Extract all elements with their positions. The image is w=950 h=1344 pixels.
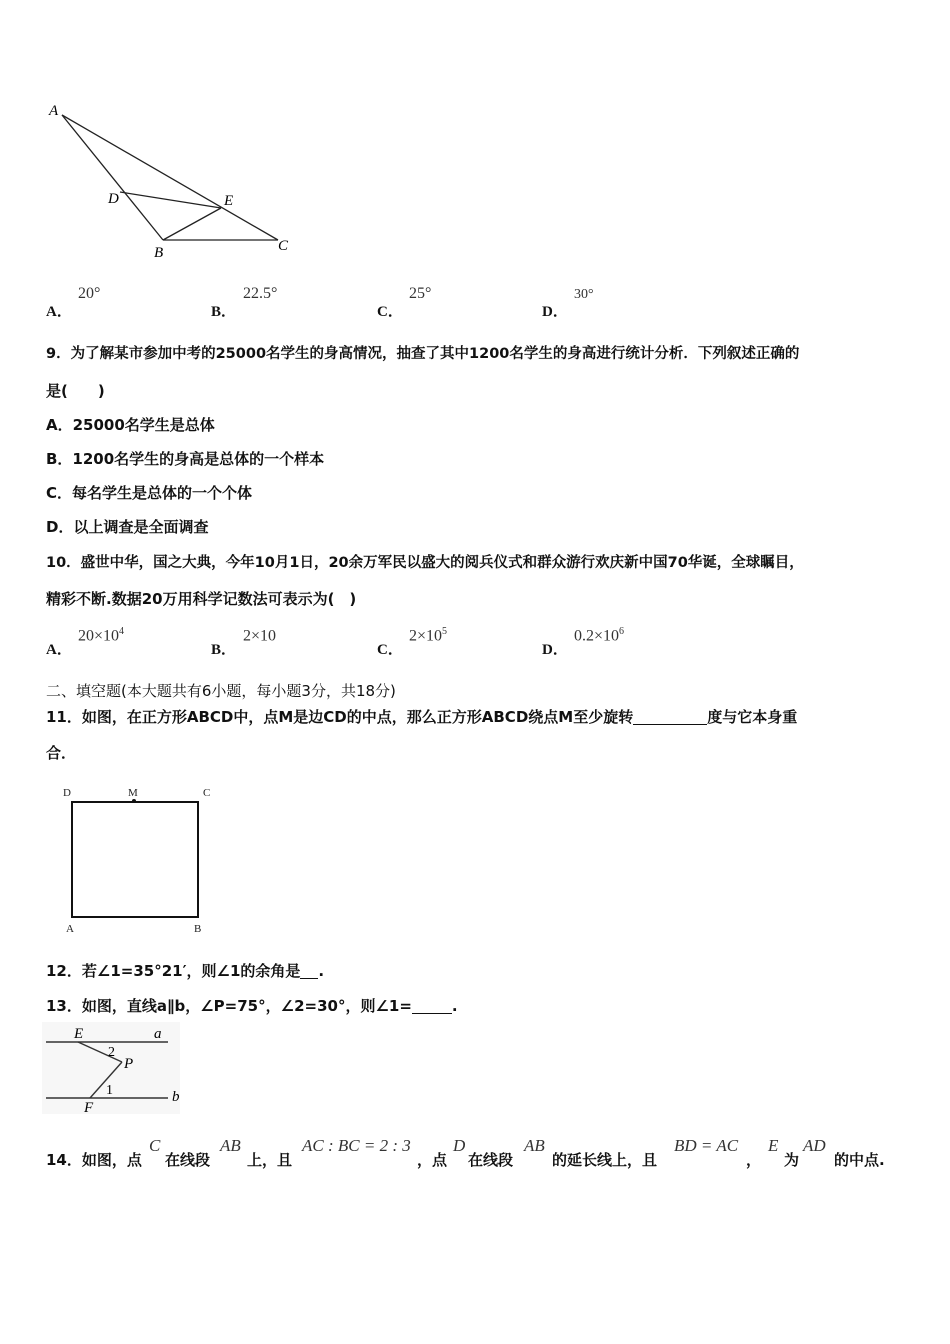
q9-stem-line1: 9．为了解某市参加中考的25000名学生的身高情况，抽查了其中1200名学生的身高进行统计分析．下列叙述正确的 [46,346,800,362]
label-a: A [49,103,59,119]
q9-stem-line2: 是( ) [46,382,105,400]
label-c: C [278,238,289,254]
label-e: E [224,193,234,209]
label-b: B [154,245,164,261]
q14-text-7: ， [746,1151,762,1169]
option-letter: A． [46,304,72,320]
q14-math-c: C [149,1136,161,1155]
q14-math-bd-ac: BD = AC [674,1136,739,1155]
section-title: 二、填空题(本大题共有6小题，每小题3分，共18分) [46,682,396,700]
q11-answer-blank[interactable] [633,709,707,725]
label-d: D [108,191,119,207]
label-a: A [66,923,74,935]
q12-stem-before: 12．若∠1=35°21′，则∠1的余角是 [46,962,301,980]
segment-ac [62,115,278,240]
label-e: E [74,1026,84,1042]
q14-text-5: 在线段 [468,1151,514,1169]
option-value: 22.5° [243,285,278,302]
q12-stem [46,963,324,979]
option-value: 30° [574,287,594,302]
label-f: F [84,1100,94,1116]
segment-ab [62,115,163,240]
label-p: P [124,1056,134,1072]
q14-text-8: 为 [784,1151,800,1169]
option-value: $0.2\times 10^6$ [574,626,625,645]
q14-math-ab-2: AB [524,1136,545,1155]
option-value: 25° [409,285,432,302]
triangle-figure [40,95,310,265]
label-b: B [194,923,202,935]
q12-answer-blank[interactable] [300,963,318,979]
q13-stem-after: . [451,997,458,1015]
q9-option-b[interactable]: B．1200名学生的身高是总体的一个样本 [46,450,325,468]
q14-math-ad: AD [803,1136,826,1155]
parallel-lines-figure [42,1022,187,1117]
q13-stem-before: 13．如图，直线a∥b，∠P=75°，∠2=30°，则∠1= [46,997,412,1015]
q9-option-d[interactable]: D．以上调查是全面调查 [46,518,209,536]
option-letter: A． [46,642,72,658]
midpoint-m-dot [132,799,136,803]
q11-stem-after: 度与它本身重 [707,708,798,726]
q9-option-c[interactable]: C．每名学生是总体的一个个体 [46,484,253,502]
q12-stem-after: . [318,962,325,980]
q14-text-1: 14．如图，点 [46,1151,142,1169]
option-value: 20° [78,285,101,302]
option-letter: D． [542,304,568,320]
q11-stem-before: 11．如图，在正方形ABCD中，点M是边CD的中点，那么正方形ABCD绕点M至少旋转 [46,708,634,726]
label-m: M [128,787,138,799]
option-value: $2\times 10^5$ [409,626,448,645]
square-abcd [71,801,199,918]
option-letter: C． [377,304,403,320]
q13-stem [46,998,458,1014]
label-b: b [172,1089,180,1105]
q13-answer-blank[interactable] [412,998,452,1014]
label-c: C [203,787,211,799]
option-letter: C． [377,642,403,658]
q14-text-9: 的中点. [834,1151,885,1169]
q11-stem-line2: 合． [46,744,77,762]
q10-stem-line2: 精彩不断.数据20万用科学记数法可表示为( ) [46,590,357,608]
q9-option-a[interactable]: A．25000名学生是总体 [46,416,215,434]
q10-stem-line1: 10．盛世中华，国之大典，今年10月1日，20余万军民以盛大的阅兵仪式和群众游行欢庆新中国70华诞，全球瞩目， [46,555,804,571]
q14-stem [46,1136,936,1176]
option-letter: D． [542,642,568,658]
label-a: a [154,1026,162,1042]
label-angle-2: 2 [108,1045,115,1060]
q14-math-d: D [453,1136,466,1155]
q14-text-6: 的延长线上，且 [552,1151,658,1169]
segment-be [163,208,221,240]
q14-math-ratio: AC : BC = 2 : 3 [302,1136,411,1155]
option-letter: B． [211,642,237,658]
q14-text-3: 上，且 [247,1151,293,1169]
q14-text-2: 在线段 [165,1151,211,1169]
q14-text-4: ，点 [417,1151,448,1169]
q14-math-ab-1: AB [220,1136,241,1155]
option-value: $20\times 10^4$ [78,626,125,645]
option-letter: B． [211,304,237,320]
q11-stem-line1 [46,709,797,725]
option-value: 2×10 [243,627,277,645]
label-d: D [63,787,71,799]
square-figure [60,786,220,936]
q14-math-e: E [768,1136,779,1155]
label-angle-1: 1 [106,1083,113,1098]
